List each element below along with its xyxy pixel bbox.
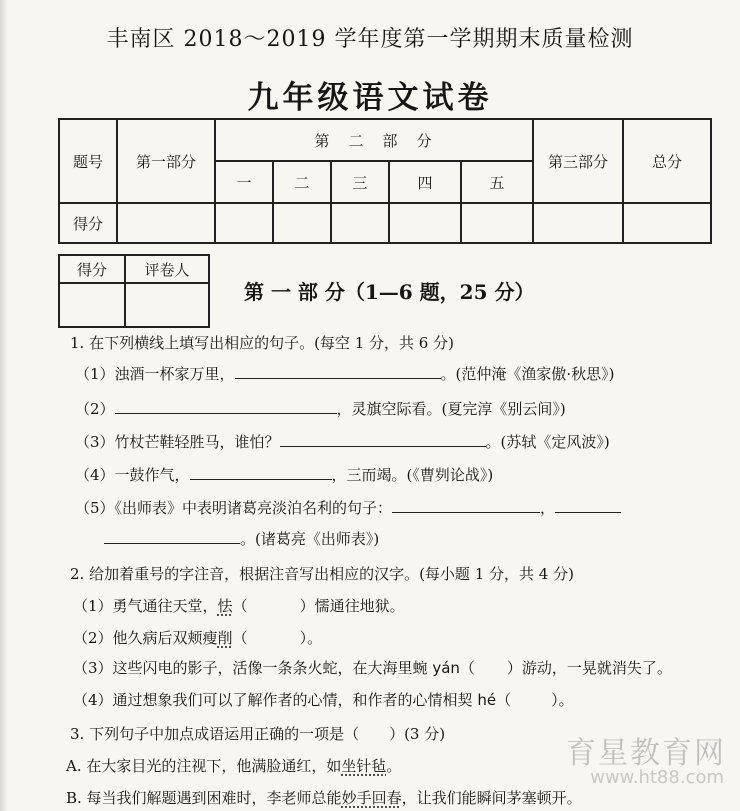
q1-item-4-post: ，三而竭。(《曹刿论战》): [331, 466, 494, 484]
score-cell-part2-5[interactable]: [461, 203, 533, 243]
watermark-url: www.ht88.com: [590, 767, 724, 788]
score-table: [58, 118, 712, 244]
q2-item-1-rest: ）懦通往地狱。: [299, 597, 405, 615]
q2-item-4-pinyin: hé: [477, 691, 497, 709]
q2-item-4-rest: ）。: [551, 691, 574, 709]
q2-item-1: [73, 595, 405, 616]
q1-blank-3[interactable]: [280, 432, 486, 447]
exam-title: 九年级语文试卷: [247, 80, 493, 116]
q1-item-5-post: 。(诸葛亮《出师表》): [240, 530, 380, 548]
watermark-brand: 育星教育网: [566, 736, 726, 771]
q3-option-a-text: A. 在大家目光的注视下，他满脸通红，如: [66, 757, 342, 775]
part2-col-4: 四: [389, 161, 461, 203]
q1-item-4-pre: （4）一鼓作气，: [75, 466, 190, 484]
q1-item-3-post: 。(苏轼《定风波》): [485, 433, 610, 451]
q2-item-3-pinyin: yán: [432, 659, 460, 677]
q1-blank-4[interactable]: [190, 465, 332, 480]
q1-item-5-pre: （5）《出师表》中表明诸葛亮淡泊名利的句子：: [75, 499, 393, 517]
score-cell-part2-4[interactable]: [389, 203, 461, 243]
grader-box: [58, 254, 210, 328]
q2-item-4: [73, 689, 574, 710]
q1-item-1-post: 。(范仲淹《渔家傲·秋思》): [440, 365, 615, 383]
q2-item-1-text: （1）勇气通往天堂，: [73, 597, 218, 615]
q1-blank-2[interactable]: [115, 399, 337, 414]
q3-stem: 3. 下列句子中加点成语运用正确的一项是（ ）(3 分): [70, 725, 446, 743]
part3-header: 第三部分: [533, 119, 623, 203]
section-title: 第 一 部 分（1—6 题，25 分）: [244, 280, 535, 304]
q2-item-3-paren-open: （: [459, 659, 475, 677]
total-header: 总分: [623, 119, 711, 203]
page-fold-shadow: [0, 0, 8, 811]
q3-option-b-idiom: 妙手回春: [341, 789, 402, 807]
q2-stem: 2. 给加着重号的字注音，根据注音写出相应的汉字。(每小题 1 分，共 4 分): [70, 565, 574, 583]
grader-name-cell[interactable]: [125, 283, 209, 327]
q1-item-4: [75, 464, 493, 485]
score-cell-part2-1[interactable]: [215, 203, 273, 243]
part2-col-5: 五: [461, 161, 533, 203]
part2-header: 第 二 部 分: [215, 119, 533, 161]
q1-item-1-pre: （1）浊酒一杯家万里，: [75, 365, 235, 383]
q2-item-3: [73, 657, 672, 678]
score-cell-part2-3[interactable]: [331, 203, 389, 243]
q2-item-2-dotted-char: 削: [217, 629, 233, 647]
q1-blank-5b[interactable]: [555, 498, 621, 513]
score-cell-part1[interactable]: [117, 203, 215, 243]
q2-item-2-text: （2）他久病后双颊瘦: [73, 629, 218, 647]
q2-item-2: [73, 627, 322, 648]
q1-item-3-pre: （3）竹杖芒鞋轻胜马，谁怕？: [75, 433, 280, 451]
q2-item-3-text: （3）这些闪电的影子，活像一条条火蛇，在大海里蜿: [73, 659, 433, 677]
row-label-cell: 题号: [59, 119, 117, 203]
q1-blank-5a[interactable]: [392, 498, 540, 513]
grader-score-cell[interactable]: [59, 283, 125, 327]
q3-option-b-text: B. 每当我们解题遇到困难时，李老师总能: [66, 789, 342, 807]
q2-item-2-paren-open: （: [232, 629, 248, 647]
part2-col-1: 一: [215, 161, 273, 203]
grader-name-label: 评卷人: [125, 255, 209, 283]
q1-blank-5c[interactable]: [104, 529, 240, 544]
q3-option-a-end: 。: [386, 757, 402, 775]
q3-option-b-end: ，让我们能瞬间茅塞顿开。: [401, 789, 582, 807]
grader-score-label: 得分: [59, 255, 125, 283]
exam-subtitle: 丰南区 2018～2019 学年度第一学期期末质量检测: [106, 27, 634, 52]
part1-header: 第一部分: [117, 119, 215, 203]
q1-item-5-cont: [104, 528, 379, 549]
q2-item-4-paren-open: （: [496, 691, 512, 709]
q1-item-3: [75, 431, 610, 452]
q2-item-2-rest: ）。: [299, 629, 323, 647]
score-cell-total[interactable]: [623, 203, 711, 243]
q2-item-1-dotted-char: 怯: [217, 597, 233, 615]
q1-stem: 1. 在下列横线上填写出相应的句子。(每空 1 分，共 6 分): [70, 334, 454, 352]
score-cell-part2-2[interactable]: [273, 203, 331, 243]
q1-item-5-mid: ，: [540, 499, 556, 517]
q3-option-a[interactable]: [66, 755, 401, 776]
part2-col-3: 三: [331, 161, 389, 203]
q3-option-a-idiom: 坐针毡: [341, 757, 387, 775]
score-cell-part3[interactable]: [533, 203, 623, 243]
q1-item-2: [75, 398, 566, 419]
q3-option-b[interactable]: [66, 787, 582, 808]
q1-item-1: [75, 363, 615, 384]
q1-item-5: [75, 497, 621, 518]
q1-item-2-pre: （2）: [75, 400, 115, 418]
q2-item-3-rest: ）游动，一晃就消失了。: [506, 659, 672, 677]
q2-item-1-paren-open: （: [232, 597, 248, 615]
q1-blank-1[interactable]: [235, 364, 441, 379]
part2-col-2: 二: [273, 161, 331, 203]
q2-item-4-text: （4）通过想象我们可以了解作者的心情，和作者的心情相契: [73, 691, 478, 709]
q1-item-2-post: ，灵旗空际看。(夏完淳《别云间》): [336, 400, 566, 418]
score-row-label: 得分: [59, 203, 117, 243]
